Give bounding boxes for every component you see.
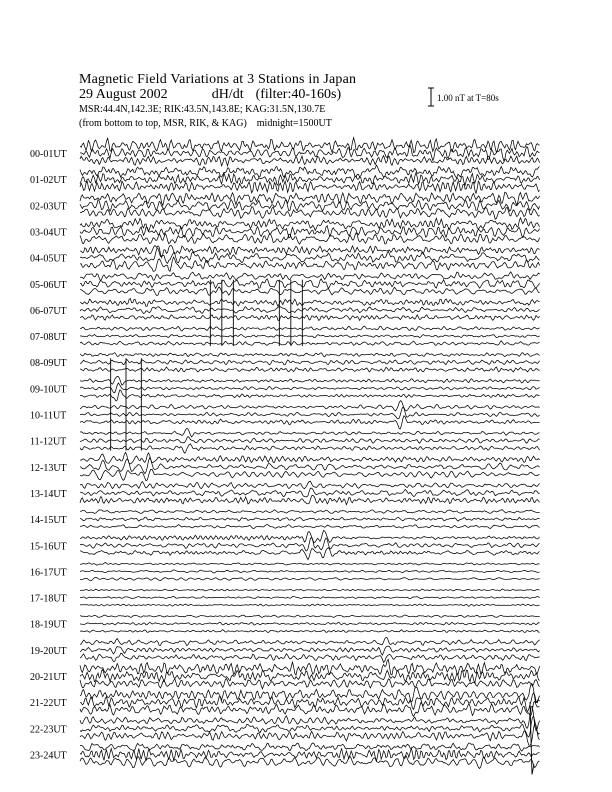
- hour-label: 06-07UT: [30, 305, 67, 317]
- hour-label: 09-10UT: [30, 384, 67, 396]
- station-trace: [80, 376, 540, 385]
- station-trace: [80, 701, 540, 716]
- station-trace: [80, 517, 540, 521]
- station-order-note: (from bottom to top, MSR, RIK, & KAG): [79, 118, 247, 129]
- station-trace: [80, 360, 540, 365]
- station-trace: [80, 748, 540, 761]
- station-trace: [80, 653, 540, 662]
- hour-label: 02-03UT: [30, 201, 67, 213]
- station-trace: [80, 548, 540, 560]
- station-trace: [80, 287, 540, 296]
- station-trace: [80, 596, 540, 598]
- station-trace: [80, 538, 540, 551]
- traces: [80, 138, 540, 769]
- station-trace: [80, 207, 540, 220]
- filter-label: (filter:40-160s): [255, 87, 342, 102]
- chart-title: Magnetic Field Variations at 3 Stations in Japan: [79, 72, 357, 87]
- hour-label: 19-20UT: [30, 645, 67, 657]
- station-trace: [80, 315, 540, 321]
- hour-label: 21-22UT: [30, 698, 67, 710]
- hour-label: 15-16UT: [30, 541, 67, 553]
- station-trace: [80, 723, 540, 745]
- station-trace: [80, 156, 540, 166]
- station-trace: [80, 444, 540, 453]
- hour-label: 18-19UT: [30, 619, 67, 631]
- station-trace: [80, 299, 540, 307]
- station-trace: [80, 577, 540, 581]
- station-trace: [80, 495, 540, 505]
- station-trace: [80, 756, 540, 769]
- date-label: 29 August 2002: [79, 87, 168, 102]
- scale-bar-label: 1.00 nT at T=80s: [437, 93, 499, 103]
- station-trace: [80, 307, 540, 314]
- station-trace: [80, 563, 540, 566]
- station-trace: [80, 510, 540, 514]
- station-trace: [80, 452, 540, 463]
- hour-labels: [30, 149, 67, 761]
- station-trace: [80, 684, 540, 703]
- station-trace: [80, 272, 540, 281]
- hour-label: 07-08UT: [30, 332, 67, 343]
- station-trace: [80, 390, 540, 401]
- station-trace: [80, 279, 540, 289]
- hour-label: 10-11UT: [30, 410, 67, 422]
- hour-label: 22-23UT: [30, 724, 67, 736]
- hour-label: 11-12UT: [30, 436, 67, 448]
- station-trace: [80, 604, 540, 606]
- station-trace: [80, 646, 540, 655]
- station-trace: [80, 416, 540, 429]
- hour-label: 00-01UT: [30, 149, 67, 160]
- hour-label: 20-21UT: [30, 672, 67, 683]
- hour-label: 01-02UT: [30, 175, 67, 187]
- hour-label: 03-04UT: [30, 227, 67, 239]
- station-trace: [80, 181, 540, 194]
- scale-bar: [428, 88, 434, 106]
- station-trace: [80, 630, 540, 633]
- station-trace: [80, 233, 540, 244]
- station-trace: [80, 341, 540, 346]
- station-trace: [80, 637, 540, 645]
- station-trace: [80, 165, 540, 178]
- station-trace: [80, 334, 540, 337]
- station-trace: [80, 326, 540, 331]
- hour-label: 14-15UT: [30, 515, 67, 527]
- quantity-label: dH/dt: [211, 87, 244, 102]
- station-trace: [80, 437, 540, 444]
- station-trace: [80, 570, 540, 573]
- station-trace: [80, 429, 540, 437]
- station-trace: [80, 660, 540, 676]
- station-trace: [80, 488, 540, 497]
- station-trace: [80, 353, 540, 357]
- station-coordinates: MSR:44.4N,142.3E; RIK:43.5N,143.8E; KAG:31.5N,130.7E: [79, 104, 326, 115]
- hour-label: 16-17UT: [30, 567, 67, 579]
- station-trace: [80, 218, 540, 232]
- hour-label: 05-06UT: [30, 279, 67, 291]
- hour-label: 13-14UT: [30, 488, 67, 500]
- station-trace: [80, 367, 540, 372]
- hour-label: 08-09UT: [30, 358, 67, 370]
- station-trace: [80, 589, 540, 591]
- station-trace: [80, 622, 540, 625]
- station-trace: [80, 401, 540, 411]
- station-trace: [80, 469, 540, 480]
- hour-label: 23-24UT: [30, 750, 67, 762]
- hour-label: 17-18UT: [30, 593, 67, 605]
- hour-label: 04-05UT: [30, 253, 67, 265]
- midnight-note: midnight=1500UT: [256, 118, 332, 129]
- station-trace: [80, 615, 540, 617]
- station-trace: [80, 383, 540, 393]
- station-trace: [80, 481, 540, 489]
- station-trace: [80, 525, 540, 529]
- hour-label: 12-13UT: [30, 462, 67, 474]
- station-trace: [80, 246, 540, 258]
